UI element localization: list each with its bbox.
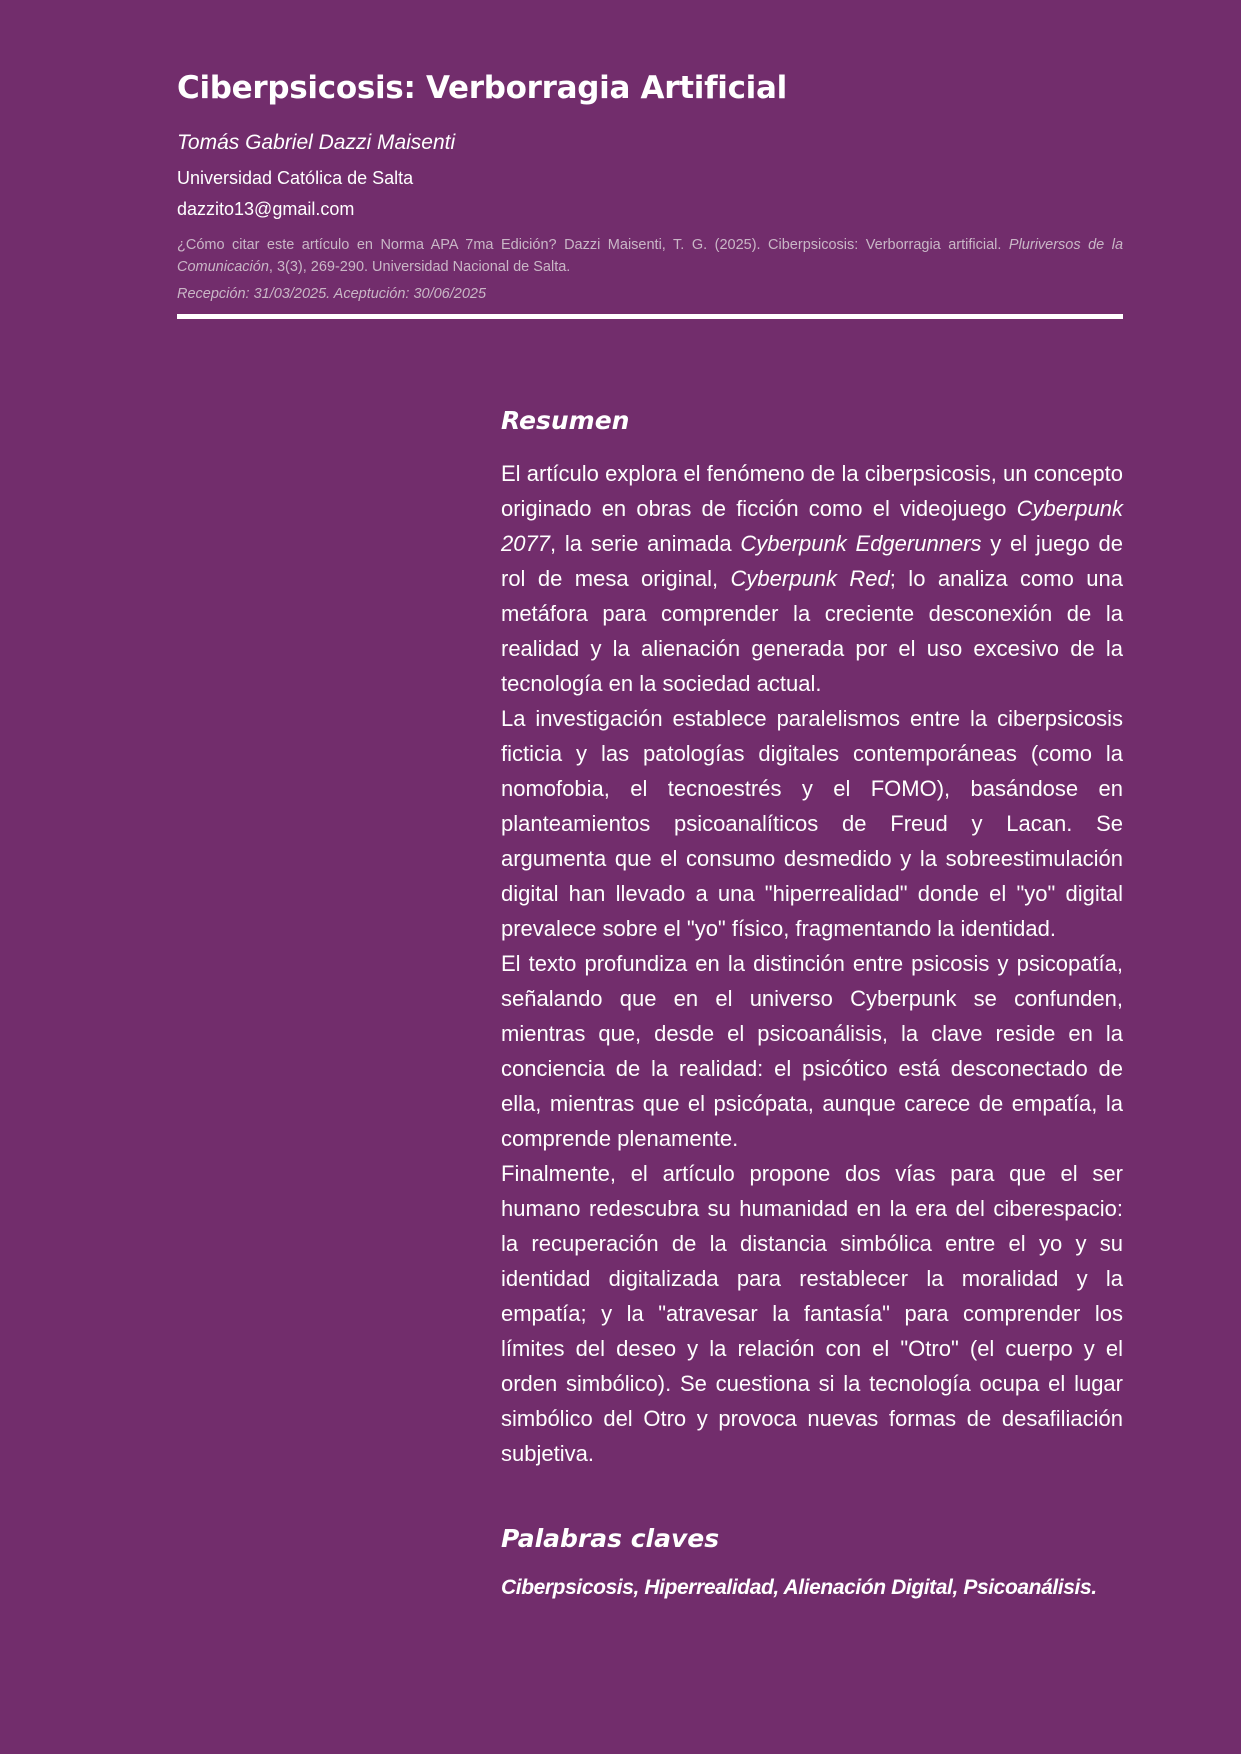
article-title: Ciberpsicosis: Verborragia Artificial [177, 70, 787, 106]
citation-note [177, 234, 1123, 278]
citation-journal: Pluriversos de la Comunicación [177, 237, 1124, 275]
abstract-p1-text-d: ; lo analiza como una metáfora para comprender la creciente desconexión de la realidad y la alienación generada por el uso excesivo de la tecnología en la sociedad actual. [501, 566, 1123, 696]
keywords-heading: Palabras claves [501, 1524, 720, 1553]
abstract-p1-text-c: y el juego de rol de mesa original, [501, 531, 1124, 591]
abstract-paragraph-2: La investigación establece paralelismos entre la ciberpsicosis ficticia y las patologías digitales contemporáneas (como la nomofobia, el tecnoestrés y el FOMO), basándose en planteamientos psicoanalíticos de Freud y Lacan. Se argumenta que el consumo desmedido y la sobreestimulación digital han llevado a una "hiperrealidad" donde el "yo" digital prevalece sobre el "yo" físico, fragmentando la identidad. [501, 706, 1123, 941]
abstract-paragraph-3: El texto profundiza en la distinción entre psicosis y psicopatía, señalando que en el universo Cyberpunk se confunden, mientras que, desde el psicoanálisis, la clave reside en la conciencia de la realidad: el psicótico está desconectado de ella, mientras que el psicópata, aunque carece de empatía, la comprende plenamente. [501, 951, 1123, 1151]
abstract-heading: Resumen [501, 406, 630, 435]
abstract-p1-text-a: El artículo explora el fenómeno de la ciberpsicosis, un concepto originado en obras de ficción como el videojuego [501, 461, 1123, 521]
citation-lead: ¿Cómo citar este artículo en Norma APA 7ma Edición? Dazzi Maisenti, T. G. (2025). Ciberpsicosis: Verborragia artificial. [177, 237, 1009, 253]
citation-rest: , 3(3), 269-290. Universidad Nacional de Salta. [268, 259, 571, 275]
header-divider [177, 314, 1123, 319]
abstract-paragraph-4: Finalmente, el artículo propone dos vías para que el ser humano redescubra su humanidad en la era del ciberespacio: la recuperación de la distancia simbólica entre el yo y su identidad digitalizada para restablecer la moralidad y la empatía; y la "atravesar la fantasía" para comprender los límites del deseo y la relación con el "Otro" (el cuerpo y el orden simbólico). Se cuestiona si la tecnología ocupa el lugar simbólico del Otro y provoca nuevas formas de desafiliación subjetiva. [501, 1161, 1123, 1466]
author-name: Tomás Gabriel Dazzi Maisenti [177, 131, 456, 154]
abstract-p1-text-b: , la serie animada [549, 531, 741, 556]
work-title-cyberpunk-2077: Cyberpunk 2077 [501, 496, 1123, 556]
submission-dates: Recepción: 31/03/2025. Aceptución: 30/06/2025 [177, 286, 487, 302]
work-title-edgerunners: Cyberpunk Edgerunners [740, 531, 982, 556]
abstract-body [501, 456, 1123, 1471]
author-affiliation: Universidad Católica de Salta [177, 168, 414, 188]
abstract-paragraph-1 [501, 456, 1123, 701]
author-email: dazzito13@gmail.com [177, 199, 355, 219]
keywords-list: Ciberpsicosis, Hiperrealidad, Alienación Digital, Psicoanálisis. [501, 1576, 1097, 1599]
work-title-cyberpunk-red: Cyberpunk Red [730, 566, 890, 591]
